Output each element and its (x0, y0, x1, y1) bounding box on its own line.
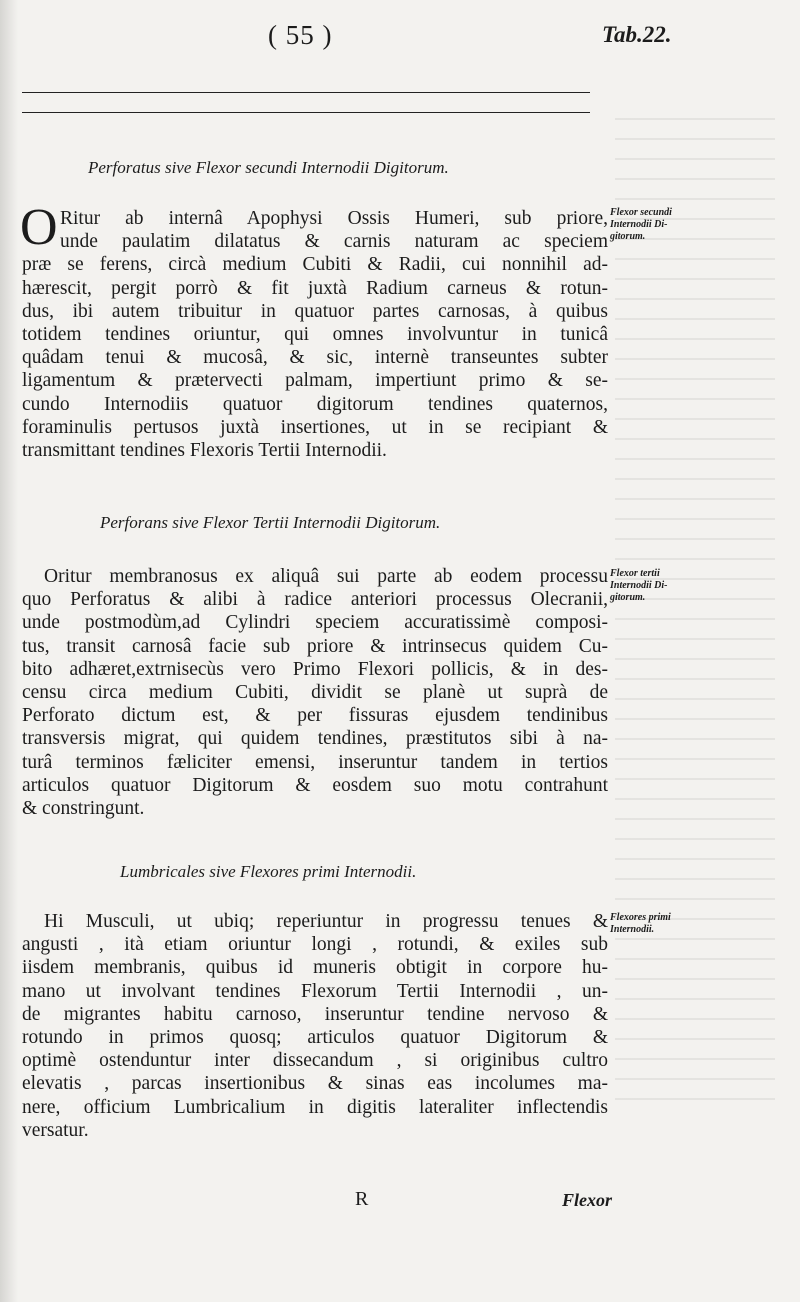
text-line: Hi Musculi, ut ubiq; reperiuntur in progressu tenues & (44, 911, 608, 932)
text-line: unde paulatim dilatatus & carnis naturam ac speciem (60, 231, 608, 253)
text-line: foraminulis pertusos juxtà insertiones, ut in se recipiant & (22, 416, 608, 438)
text-line: optimè ostenduntur inter dissecandum , si originibus cultro (22, 1050, 608, 1072)
text-line: de migrantes habitu carnoso, inseruntur tendine nervoso & (22, 1003, 608, 1025)
margin-note-line: gitorum. (610, 592, 646, 603)
text-line: elevatis , parcas insertionibus & sinas eas incolumes ma- (22, 1073, 608, 1095)
text-line: tus, transit carnosâ facie sub priore & intrinsecus quidem Cu- (22, 635, 608, 657)
paragraph-lumbricales (22, 910, 608, 1142)
text-line: Perforato dictum est, & per fissuras ejusdem tendinibus (22, 705, 608, 727)
text-line: ligamentum & prætervecti palmam, impertiunt primo & se- (22, 370, 608, 392)
margin-note-line: Flexor tertii (610, 568, 660, 579)
text-line: præ se ferens, circà medium Cubiti & Radii, cui nonnihil ad- (22, 254, 608, 276)
text-line: mano ut involvant tendines Flexorum Tertii Internodii , un- (22, 980, 608, 1002)
text-line: quâdam tenui & mucosâ, & sic, internè transeuntes subter (22, 347, 608, 369)
text-line: transversis migrat, qui quidem tendines, præstitutos sibi à na- (22, 728, 608, 750)
text-line: & constringunt. (22, 798, 145, 820)
margin-note-line: Flexor secundi (610, 207, 672, 218)
text-line: hærescit, pergit porrò & fit juxtà Radium carneus & rotun- (22, 277, 608, 299)
text-line: nere, officium Lumbricalium in digitis lateraliter inflectendis (22, 1096, 608, 1118)
text-line: totidem tendines oriuntur, qui omnes involvuntur in tunicâ (22, 324, 608, 346)
margin-note-flexor-secundi (610, 207, 720, 243)
text-line: rotundo in primos quosq; articulos quatuor Digitorum & (22, 1027, 608, 1049)
text-line: turâ terminos fæliciter emensi, inseruntur tandem in tertios (22, 751, 608, 773)
margin-note-line: Flexores primi (610, 912, 671, 923)
margin-note-line: Internodii Di- (610, 580, 668, 591)
text-line: bito adhæret,extrnisecùs vero Primo Flexori pollicis, & in des- (22, 658, 608, 680)
catchword: Flexor (562, 1190, 613, 1210)
drop-cap: O (20, 199, 58, 256)
margin-note-line: Internodii Di- (610, 219, 668, 230)
text-line: transmittant tendines Flexoris Tertii Internodii. (22, 440, 387, 462)
text-line: Ritur ab internâ Apophysi Ossis Humeri, sub priore, (60, 208, 608, 229)
text-line: versatur. (22, 1119, 89, 1141)
text-line: dus, ibi autem tribuitur in quatuor partes carnosas, à quibus (22, 300, 608, 322)
page-number: ( 55 ) (268, 20, 333, 50)
paragraph-perforatus (22, 207, 608, 462)
text-line: angusti , ità etiam oriuntur longi , rotundi, & exiles sub (22, 934, 608, 956)
text-line: articulos quatuor Digitorum & eosdem suo motu contrahunt (22, 774, 608, 796)
margin-note-flexores-primi (610, 912, 720, 936)
margin-note-line: Internodii. (610, 924, 655, 935)
header-rule-top (22, 92, 590, 93)
text-line: quo Perforatus & alibi à radice anteriori processus Olecranii, (22, 589, 608, 611)
section-heading-perforans: Perforans sive Flexor Tertii Internodii Digitorum. (100, 513, 441, 532)
margin-note-line: gitorum. (610, 231, 646, 242)
margin-note-flexor-tertii (610, 568, 720, 604)
section-heading-perforatus: Perforatus sive Flexor secundi Internodii Digitorum. (88, 158, 449, 177)
section-heading-lumbricales: Lumbricales sive Flexores primi Internodii. (120, 862, 417, 881)
paragraph-perforans (22, 565, 608, 820)
text-line: iisdem membranis, quibus id muneris obtigit in corpore hu- (22, 957, 608, 979)
text-line: cundo Internodiis quatuor digitorum tendines quaternos, (22, 393, 608, 415)
header-rule-bottom (22, 112, 590, 113)
text-line: Oritur membranosus ex aliquâ sui parte ab eodem processu (44, 566, 608, 587)
text-line: unde postmodùm,ad Cylindri speciem accuratissimè composi- (22, 612, 608, 634)
plate-reference: Tab.22. (602, 22, 672, 47)
signature-mark: R (355, 1188, 369, 1210)
page-edge-shadow (0, 0, 18, 1302)
text-line: censu circa medium Cubiti, dividit se planè ut suprà de (22, 682, 608, 704)
